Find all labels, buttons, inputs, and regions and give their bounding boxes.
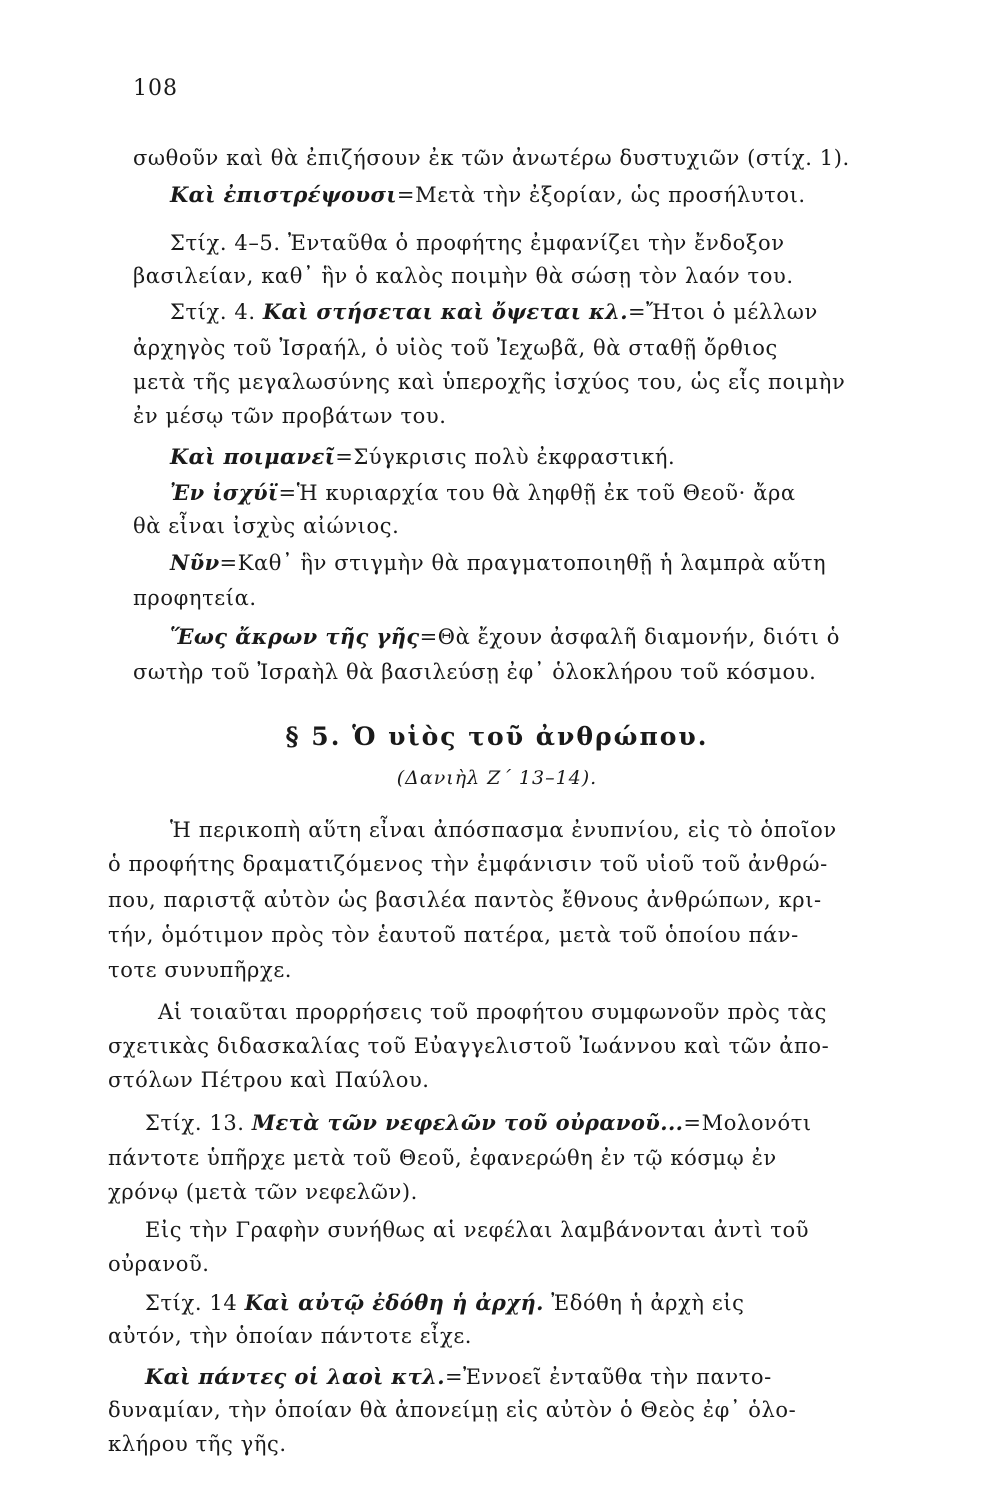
text-line: Καὶ ἐπιστρέψουσι=Μετὰ τὴν ἐξορίαν, ὡς προσήλυτοι. [170,182,806,207]
text-line: κλήρου τῆς γῆς. [108,1432,287,1456]
text-line: δυναμίαν, τὴν ὁποίαν θὰ ἀπονείμῃ εἰς αὐτὸν ὁ Θεὸς ἐφ᾽ ὁλο- [108,1398,797,1422]
text-line: χρόνῳ (μετὰ τῶν νεφελῶν). [108,1180,418,1204]
text-line: στόλων Πέτρου καὶ Παύλου. [108,1068,430,1092]
lemma: Καὶ στήσεται καὶ ὄψεται κλ. [262,299,628,324]
lemma: Καὶ ποιμανεῖ [170,444,336,469]
text-line: Ἕως ἄκρων τῆς γῆς=Θὰ ἔχουν ἀσφαλῆ διαμονήν, διότι ὁ [170,624,840,649]
page-number: 108 [133,76,178,101]
text-line: Στίχ. 13. Μετὰ τῶν νεφελῶν τοῦ οὐρανοῦ...=Μολονότι [145,1110,812,1135]
text-line: Στίχ. 14 Καὶ αὐτῷ ἐδόθη ἡ ἀρχή. Ἐδόθη ἡ ἀρχὴ εἰς [145,1290,745,1315]
lemma: Καὶ πάντες οἱ λαοὶ κτλ. [145,1364,445,1389]
text-line: τοτε συνυπῆρχε. [108,958,293,982]
text-line: Νῦν=Καθ᾽ ἣν στιγμὴν θὰ πραγματοποιηθῇ ἡ λαμπρὰ αὕτη [170,550,827,575]
text-line: σωτὴρ τοῦ Ἰσραὴλ θὰ βασιλεύσῃ ἐφ᾽ ὁλοκλήρου τοῦ κόσμου. [133,660,817,684]
text-line: πάντοτε ὑπῆρχε μετὰ τοῦ Θεοῦ, ἐφανερώθη ἐν τῷ κόσμῳ ἐν [108,1146,777,1170]
text-line: ἀρχηγὸς τοῦ Ἰσραήλ, ὁ υἱὸς τοῦ Ἰεχωβᾶ, θὰ σταθῇ ὄρθιος [133,336,778,360]
text-line: Ἐν ἰσχύϊ=Ἡ κυριαρχία του θὰ ληφθῇ ἐκ τοῦ Θεοῦ· ἄρα [170,480,796,505]
text-line: που, παριστᾷ αὐτὸν ὡς βασιλέα παντὸς ἔθνους ἀνθρώπων, κρι- [108,888,822,912]
text-line: Ἡ περικοπὴ αὕτη εἶναι ἀπόσπασμα ἐνυπνίου, εἰς τὸ ὁποῖον [170,818,837,842]
text-line: προφητεία. [133,586,257,610]
text-line: Στίχ. 4–5. Ἐνταῦθα ὁ προφήτης ἐμφανίζει τὴν ἔνδοξον [170,231,785,255]
text-line: τήν, ὁμότιμον πρὸς τὸν ἑαυτοῦ πατέρα, μετὰ τοῦ ὁποίου πάν- [108,923,799,947]
text-line: Στίχ. 4. Καὶ στήσεται καὶ ὄψεται κλ.=Ἤτοι ὁ μέλλων [170,299,818,324]
text-line: ὁ προφήτης δραματιζόμενος τὴν ἐμφάνισιν τοῦ υἱοῦ τοῦ ἀνθρώ- [108,852,828,876]
lemma: Μετὰ τῶν νεφελῶν τοῦ οὐρανοῦ... [251,1110,684,1135]
section-reference: (Δανιὴλ Ζ΄ 13–14). [396,767,598,789]
lemma: Ἐν ἰσχύϊ [170,480,279,505]
section-title: § 5. Ὁ υἱὸς τοῦ ἀνθρώπου. [285,722,709,751]
text-line: Καὶ πάντες οἱ λαοὶ κτλ.=Ἐννοεῖ ἐνταῦθα τὴν παντο- [145,1364,772,1389]
text-line: Καὶ ποιμανεῖ=Σύγκρισις πολὺ ἐκφραστική. [170,444,676,469]
text-line: ἐν μέσῳ τῶν προβάτων του. [133,404,447,428]
text-line: αὐτόν, τὴν ὁποίαν πάντοτε εἶχε. [108,1324,473,1348]
text-line: σωθοῦν καὶ θὰ ἐπιζήσουν ἐκ τῶν ἀνωτέρω δυστυχιῶν (στίχ. 1). [133,146,850,170]
text-line: θὰ εἶναι ἰσχὺς αἰώνιος. [133,514,400,538]
text-line: Αἱ τοιαῦται προρρήσεις τοῦ προφήτου συμφωνοῦν πρὸς τὰς [158,1000,828,1024]
text-line: βασιλείαν, καθ᾽ ἣν ὁ καλὸς ποιμὴν θὰ σώσῃ τὸν λαόν του. [133,264,794,288]
lemma: Καὶ αὐτῷ ἐδόθη ἡ ἀρχή. [244,1290,544,1315]
lemma: Νῦν [170,550,220,575]
text-line: μετὰ τῆς μεγαλωσύνης καὶ ὑπεροχῆς ἰσχύος του, ὡς εἷς ποιμὴν [133,370,846,394]
text-line: οὐρανοῦ. [108,1252,210,1276]
lemma: Ἕως ἄκρων τῆς γῆς [170,624,420,649]
text-line: σχετικὰς διδασκαλίας τοῦ Εὐαγγελιστοῦ Ἰωάννου καὶ τῶν ἀπο- [108,1034,830,1058]
lemma: Καὶ ἐπιστρέψουσι [170,182,397,207]
text-line: Εἰς τὴν Γραφὴν συνήθως αἱ νεφέλαι λαμβάνονται ἀντὶ τοῦ [145,1218,810,1242]
